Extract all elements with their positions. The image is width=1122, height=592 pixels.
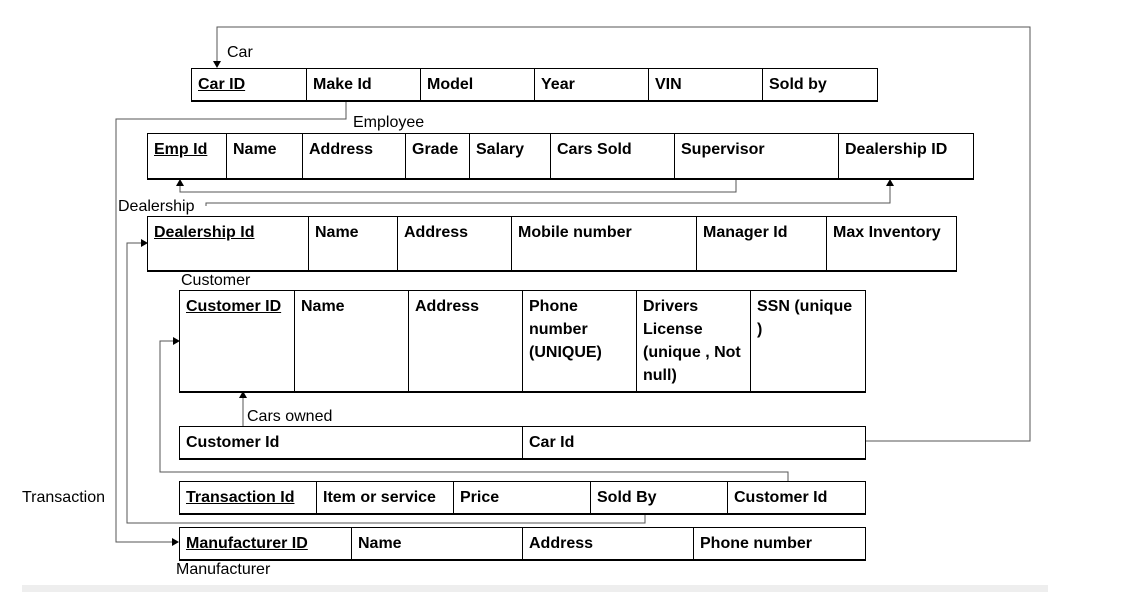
employee-col-emp-id: Emp Id — [148, 134, 227, 180]
customer-col-drivers-license: Drivers License (unique , Not null) — [637, 291, 751, 393]
transaction-col-price: Price — [454, 482, 591, 515]
link-dealership-employee — [206, 180, 890, 206]
transaction-col-item-or-service: Item or service — [317, 482, 454, 515]
manufacturer-col-phone-number: Phone number — [694, 528, 866, 561]
cars-owned-table-title: Cars owned — [247, 408, 333, 425]
customer-col-address: Address — [409, 291, 523, 393]
transaction-table-title: Transaction — [22, 489, 105, 506]
dealership-table-title: Dealership — [118, 198, 195, 215]
customer-table — [179, 290, 866, 393]
dealership-table — [147, 216, 957, 272]
transaction-col-transaction-id: Transaction Id — [180, 482, 317, 515]
employee-col-cars-sold: Cars Sold — [551, 134, 675, 180]
footer-bar — [22, 585, 1048, 592]
customer-col-ssn: SSN (unique ) — [751, 291, 866, 393]
manufacturer-table — [179, 527, 866, 561]
manufacturer-table-title: Manufacturer — [176, 561, 271, 578]
dealership-col-max-inventory: Max Inventory — [827, 217, 957, 272]
customer-table-title: Customer — [181, 272, 251, 289]
cars-owned-col-customer-id: Customer Id — [180, 427, 523, 460]
car-col-car-id: Car ID — [192, 69, 307, 102]
car-col-vin: VIN — [649, 69, 763, 102]
customer-col-phone-number: Phone number (UNIQUE) — [523, 291, 637, 393]
cars-owned-table — [179, 426, 866, 460]
employee-col-dealership-id: Dealership ID — [839, 134, 974, 180]
employee-col-salary: Salary — [470, 134, 551, 180]
transaction-table — [179, 481, 866, 515]
employee-table-title: Employee — [353, 114, 425, 131]
employee-col-grade: Grade — [406, 134, 470, 180]
manufacturer-col-address: Address — [523, 528, 694, 561]
dealership-col-dealership-id: Dealership Id — [148, 217, 309, 272]
car-table — [191, 68, 878, 102]
link-supervisor-empid — [180, 179, 736, 192]
dealership-col-manager-id: Manager Id — [697, 217, 827, 272]
dealership-col-address: Address — [398, 217, 512, 272]
customer-col-name: Name — [295, 291, 409, 393]
employee-col-name: Name — [227, 134, 303, 180]
customer-col-customer-id: Customer ID — [180, 291, 295, 393]
manufacturer-col-manufacturer-id: Manufacturer ID — [180, 528, 352, 561]
dealership-col-name: Name — [309, 217, 398, 272]
cars-owned-col-car-id: Car Id — [523, 427, 866, 460]
transaction-col-sold-by: Sold By — [591, 482, 728, 515]
car-col-make-id: Make Id — [307, 69, 421, 102]
car-col-sold-by: Sold by — [763, 69, 878, 102]
dealership-col-mobile-number: Mobile number — [512, 217, 697, 272]
transaction-col-customer-id: Customer Id — [728, 482, 866, 515]
car-table-title: Car — [227, 44, 253, 61]
employee-col-address: Address — [303, 134, 406, 180]
employee-table — [147, 133, 974, 180]
car-col-year: Year — [535, 69, 649, 102]
car-col-model: Model — [421, 69, 535, 102]
manufacturer-col-name: Name — [352, 528, 523, 561]
employee-col-supervisor: Supervisor — [675, 134, 839, 180]
